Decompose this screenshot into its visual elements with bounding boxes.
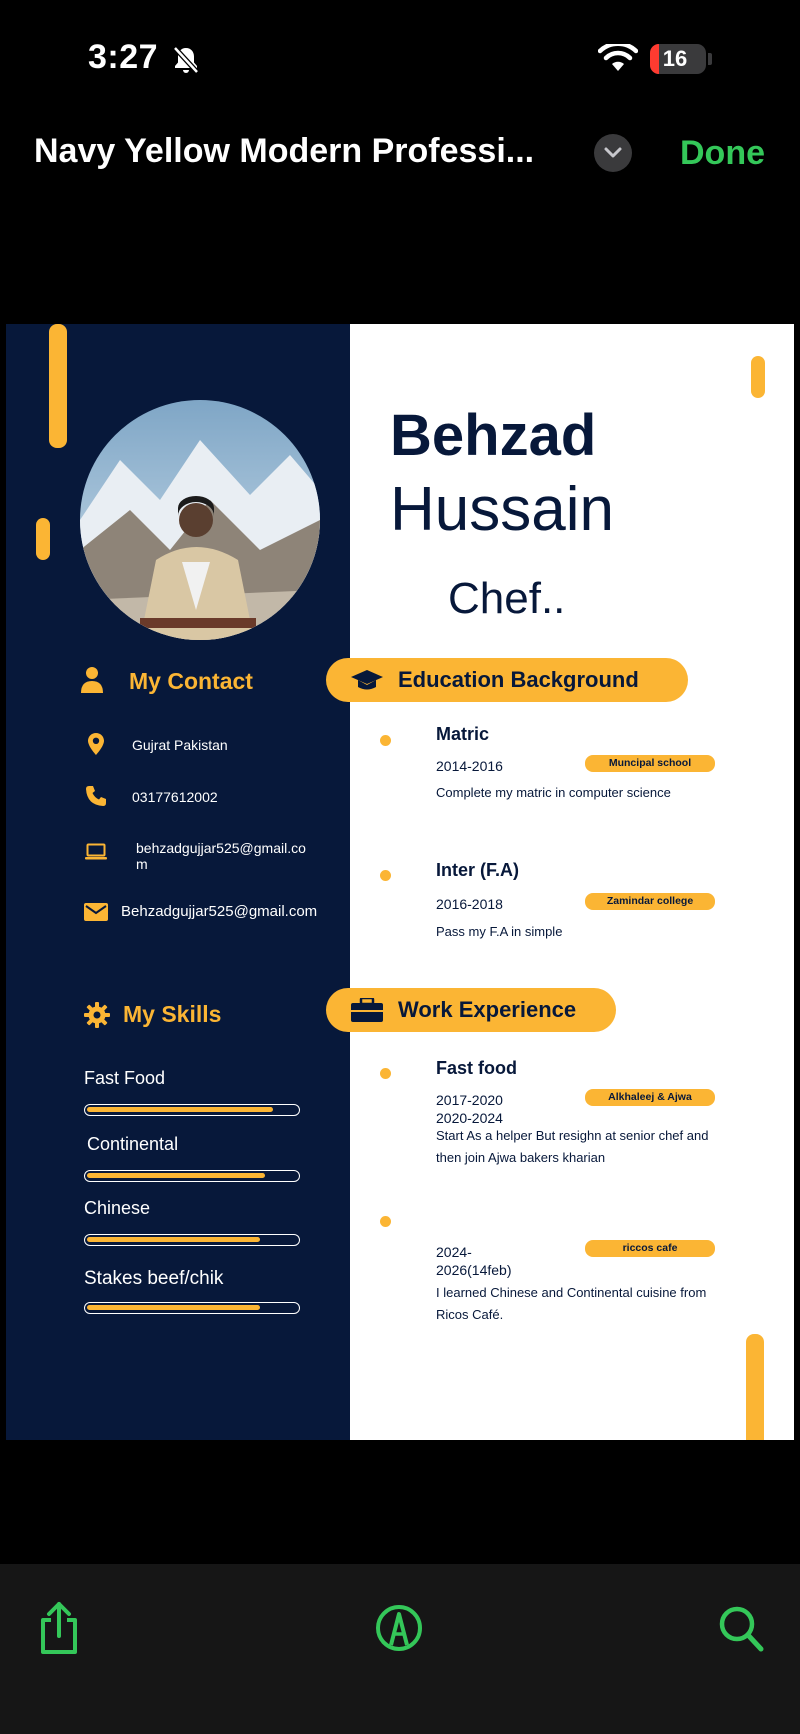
search-icon[interactable] bbox=[716, 1600, 766, 1656]
skill-bar bbox=[84, 1302, 300, 1314]
entry-title: Fast food bbox=[436, 1058, 517, 1078]
location-pin-icon bbox=[84, 732, 108, 756]
skill-label: Fast Food bbox=[84, 1068, 166, 1088]
entry-dates: 2016-2018 bbox=[436, 896, 503, 912]
skills-heading: My Skills bbox=[123, 1001, 222, 1027]
entry-tag: Zamindar college bbox=[585, 893, 715, 910]
battery-indicator bbox=[650, 44, 706, 74]
first-name: Behzad bbox=[390, 403, 597, 468]
last-name: Hussain bbox=[390, 475, 614, 544]
job-title: Chef.. bbox=[448, 574, 566, 623]
email-text: Behzadgujjar525@gmail.com bbox=[121, 903, 318, 920]
skill-bar-fill bbox=[87, 1237, 260, 1242]
decor-pill bbox=[746, 1334, 764, 1440]
markup-icon[interactable] bbox=[374, 1600, 424, 1656]
battery-nub bbox=[708, 53, 712, 65]
skill-bar-fill bbox=[87, 1173, 265, 1178]
document-title[interactable]: Navy Yellow Modern Professi... bbox=[34, 132, 535, 170]
bottom-toolbar bbox=[0, 1564, 800, 1734]
entry-tag: Alkhaleej & Ajwa bbox=[585, 1089, 715, 1106]
resume-preview[interactable] bbox=[6, 324, 794, 1440]
phone-icon bbox=[84, 784, 108, 808]
graduation-cap-icon bbox=[350, 668, 384, 692]
gear-icon bbox=[84, 1002, 110, 1028]
status-bar bbox=[0, 0, 800, 110]
entry-description: I learned Chinese and Continental cuisine from Ricos Café. bbox=[436, 1285, 707, 1322]
entry-description: Complete my matric in computer science bbox=[436, 785, 671, 800]
status-time: 3:27 bbox=[88, 38, 159, 76]
entry-description: Pass my F.A in simple bbox=[436, 924, 563, 939]
chevron-down-icon bbox=[603, 144, 623, 162]
person-icon bbox=[80, 666, 104, 694]
entry-tag: riccos cafe bbox=[585, 1240, 715, 1257]
timeline-dot bbox=[380, 1068, 391, 1079]
entry-dates: 2014-2016 bbox=[436, 758, 503, 774]
decor-pill bbox=[36, 518, 50, 560]
website-line-1: behzadgujjar525@gmail.co bbox=[136, 840, 306, 856]
decor-pill bbox=[49, 324, 67, 448]
skill-label: Stakes beef/chik bbox=[84, 1268, 224, 1289]
email-icon bbox=[84, 900, 108, 924]
entry-tag: Muncipal school bbox=[585, 755, 715, 772]
entry-dates: 2017-2020 2020-2024 bbox=[436, 1092, 503, 1126]
skill-bar-fill bbox=[87, 1107, 273, 1112]
title-menu-button[interactable] bbox=[594, 134, 632, 172]
done-button[interactable]: Done bbox=[680, 134, 765, 172]
wifi-icon bbox=[598, 44, 638, 74]
entry-title: Matric bbox=[436, 724, 490, 744]
entry-description: Start As a helper But resighn at senior chef and then join Ajwa bakers kharian bbox=[436, 1128, 709, 1165]
skill-label: Chinese bbox=[84, 1198, 151, 1218]
laptop-icon bbox=[84, 840, 108, 864]
skill-bar bbox=[84, 1234, 300, 1246]
education-heading-band bbox=[326, 658, 688, 702]
battery-level: 16 bbox=[662, 46, 688, 71]
briefcase-icon bbox=[350, 998, 384, 1022]
skill-bar bbox=[84, 1104, 300, 1116]
timeline-dot bbox=[380, 870, 391, 881]
phone-text: 03177612002 bbox=[132, 789, 218, 805]
skill-bar bbox=[84, 1170, 300, 1182]
skill-bar-fill bbox=[87, 1305, 260, 1310]
work-heading-band bbox=[326, 988, 616, 1032]
bell-muted-icon bbox=[170, 44, 202, 76]
skill-label: Continental bbox=[87, 1134, 179, 1154]
timeline-dot bbox=[380, 735, 391, 746]
work-heading: Work Experience bbox=[398, 997, 577, 1022]
share-icon[interactable] bbox=[34, 1600, 84, 1656]
location-text: Gujrat Pakistan bbox=[132, 737, 228, 753]
profile-photo bbox=[80, 400, 320, 640]
education-heading: Education Background bbox=[398, 667, 639, 692]
entry-title: Inter (F.A) bbox=[436, 860, 519, 880]
website-line-2: m bbox=[136, 856, 148, 872]
contact-heading: My Contact bbox=[129, 668, 253, 694]
decor-pill bbox=[751, 356, 765, 398]
entry-dates: 2024- 2026(14feb) bbox=[436, 1244, 512, 1278]
timeline-dot bbox=[380, 1216, 391, 1227]
